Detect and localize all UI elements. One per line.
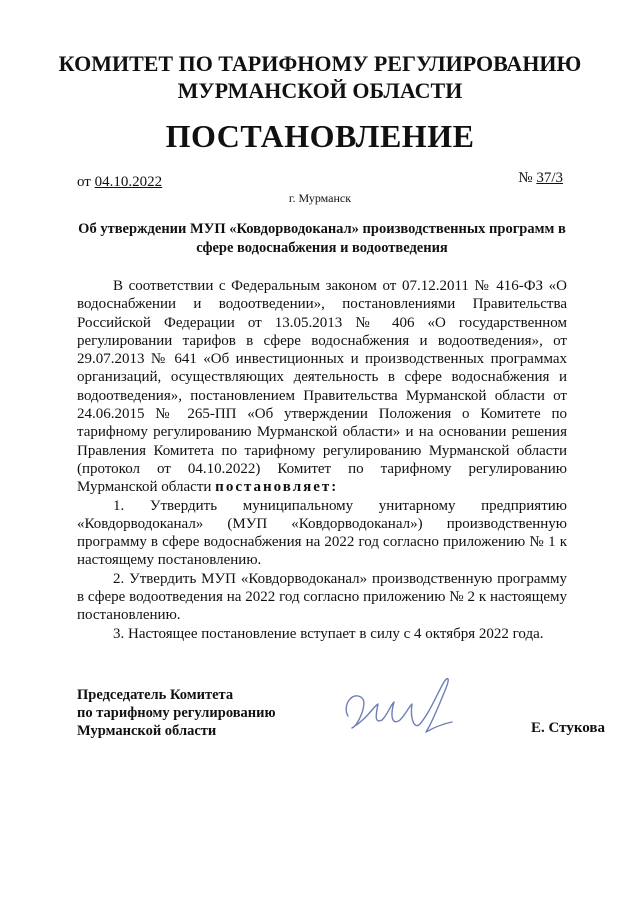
preamble-paragraph <box>77 277 567 497</box>
list-item-1: 1. Утвердить муниципальному унитарному предприятию «Ковдорводоканал» (МУП «Ковдорводоканал») производственную программу в сфере водоснабжения на 2022 год согласно приложению № 1 к настоящему постановлению. <box>77 497 567 569</box>
date-prefix: от <box>77 174 91 190</box>
number-prefix: № <box>518 170 533 186</box>
document-number <box>518 170 563 187</box>
number-value: 37/3 <box>536 170 563 186</box>
date-value: 04.10.2022 <box>94 174 163 190</box>
authority-line-1: КОМИТЕТ ПО ТАРИФНОМУ РЕГУЛИРОВАНИЮ <box>58 51 582 76</box>
signatory-line-2: по тарифному регулированию <box>77 705 276 721</box>
list-item-3: 3. Настоящее постановление вступает в силу с 4 октября 2022 года. <box>113 625 544 642</box>
list-item-2: 2. Утвердить МУП «Ковдорводоканал» производственную программу в сфере водоотведения на 2022 год согласно приложению № 2 к настоящему постановлению. <box>77 570 567 624</box>
authority-line-2: МУРМАНСКОЙ ОБЛАСТИ <box>177 78 463 103</box>
document-date <box>77 174 162 191</box>
signatory-line-1: Председатель Комитета <box>77 687 234 703</box>
signatory-name: Е. Стукова <box>531 720 605 736</box>
handwritten-signature <box>338 668 458 738</box>
signatory-line-3: Мурманской области <box>77 723 217 739</box>
decree-word: постановляет: <box>215 479 339 496</box>
signatory-title <box>77 686 276 740</box>
issuing-authority <box>0 50 640 104</box>
document-subject: Об утверждении МУП «Ковдорводоканал» производственных программ в сфере водоснабжения и водоотведения <box>78 221 566 256</box>
document-body <box>77 277 567 643</box>
document-type-title: ПОСТАНОВЛЕНИЕ <box>165 118 475 154</box>
city: г. Мурманск <box>288 191 352 205</box>
preamble-text: В соответствии с Федеральным законом от 07.12.2011 № 416-ФЗ «О водоснабжении и водоотведении», постановлениями Правительства Российской Федерации от 13.05.2013 № 406 «О государственном регулировании тарифов в сфере водоснабжения и водоотведения», от 29.07.2013 № 641 «Об инвестиционных и производственных программах организаций, осуществляющих деятельность в сфере водоснабжения и водоотведения», постановлением Правительства Мурманской области от 24.06.2015 № 265-ПП «Об утверждении Положения о Комитете по тарифному регулированию Мурманской области» и на основании решения Правления Комитета по тарифному регулированию Мурманской области (протокол от 04.10.2022) Комитет по тарифному регулированию Мурманской области <box>77 278 567 496</box>
